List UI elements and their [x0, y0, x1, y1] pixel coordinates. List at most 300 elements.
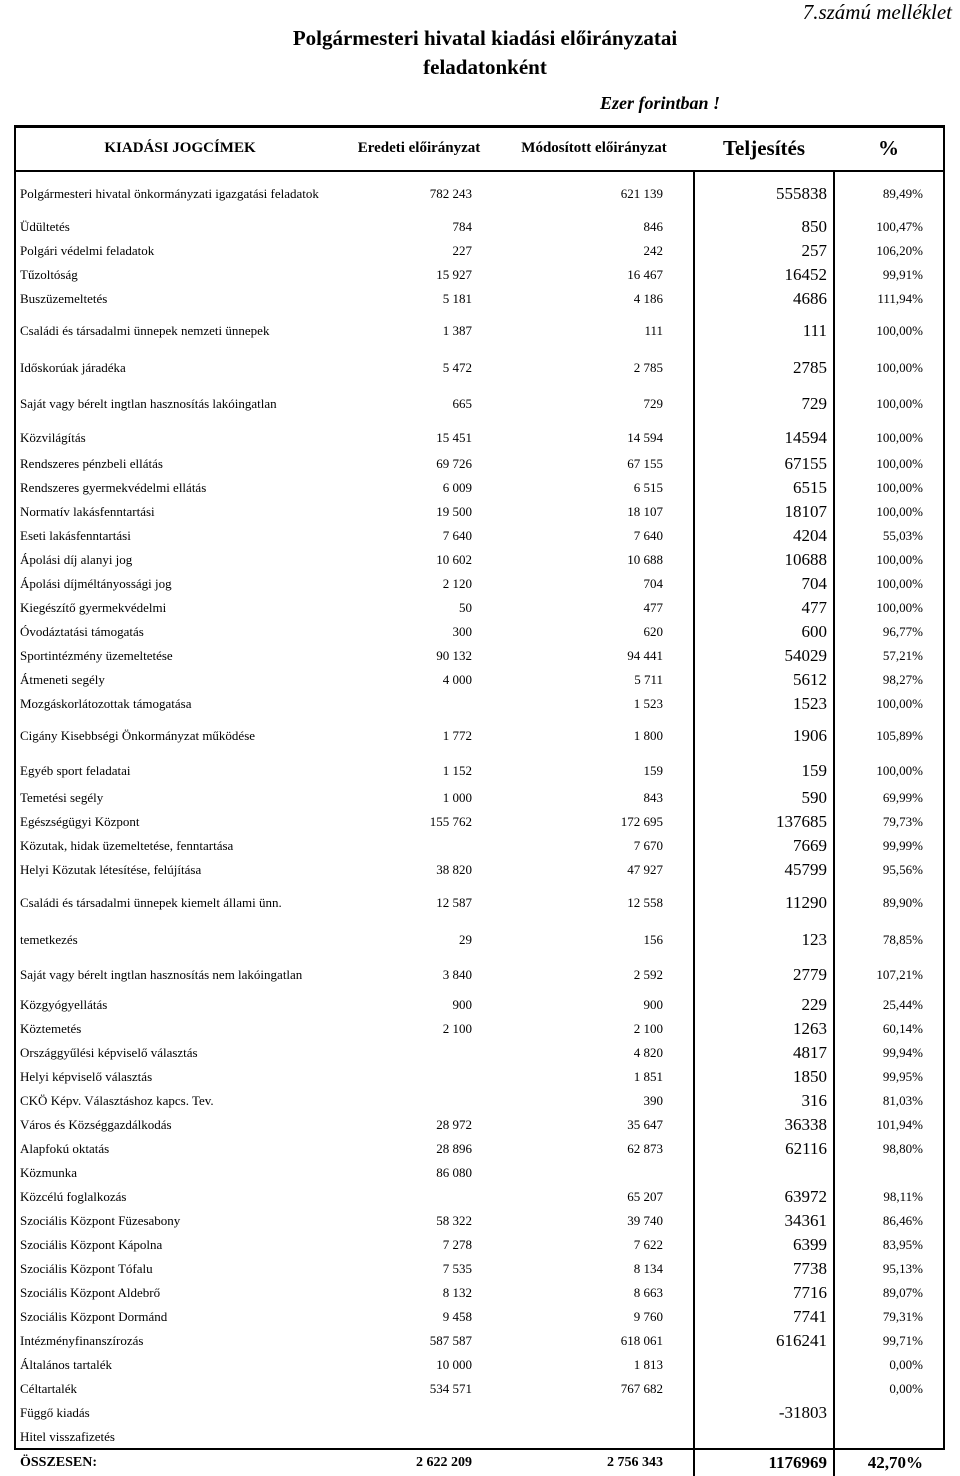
cell-name: Átmeneti segély: [20, 672, 105, 687]
table-row: [16, 1065, 943, 1089]
cell-orig: [344, 1065, 494, 1089]
cell-orig: 9 458: [442, 1309, 472, 1324]
cell-pct: 86,46%: [882, 1213, 923, 1228]
cell-teljes: 316: [694, 1089, 834, 1113]
cell-teljes: 36338: [694, 1113, 834, 1137]
cell-mod: 621 139: [620, 185, 663, 201]
cell-teljes: [694, 1377, 834, 1401]
table-row: [16, 171, 943, 215]
cell-mod: 7 622: [633, 1237, 663, 1252]
cell-pct: 106,20%: [876, 243, 923, 258]
cell-name: CKÖ Képv. Választáshoz kapcs. Tev.: [20, 1093, 214, 1108]
cell-teljes: 63972: [694, 1185, 834, 1209]
cell-name: Szociális Központ Füzesabony: [20, 1213, 181, 1228]
cell-mod: 35 647: [627, 1117, 663, 1132]
cell-pct: 89,90%: [882, 894, 923, 910]
cell-mod: 7 670: [633, 838, 663, 853]
cell-pct: 99,94%: [882, 1045, 923, 1060]
cell-orig: 5 472: [442, 359, 472, 375]
cell-orig: 58 322: [436, 1213, 472, 1228]
cell-orig: 3 840: [442, 966, 472, 982]
cell-mod: 729: [643, 396, 663, 411]
cell-mod: 1 851: [633, 1069, 663, 1084]
cell-orig: [344, 1041, 494, 1065]
cell-mod: 47 927: [627, 862, 663, 877]
annex-label: 7.számú melléklet: [802, 0, 952, 24]
cell-teljes: 34361: [694, 1209, 834, 1233]
cell-teljes: 1906: [694, 716, 834, 756]
cell-name: Saját vagy bérelt ingtlan hasznosítás nem lakóingatlan: [20, 967, 303, 982]
cell-name: Közmunka: [20, 1165, 78, 1180]
table-row: [16, 716, 943, 756]
cell-orig: 10 000: [436, 1357, 472, 1372]
cell-name: Közvilágítás: [20, 430, 86, 445]
cell-teljes: 10688: [694, 548, 834, 572]
cell-mod: [494, 1425, 694, 1449]
cell-teljes: [694, 1425, 834, 1449]
table-row: [16, 1041, 943, 1065]
cell-teljes: [694, 1161, 834, 1185]
cell-orig: 2 120: [442, 576, 472, 591]
cell-orig: [344, 1185, 494, 1209]
cell-teljes: 54029: [694, 644, 834, 668]
cell-mod: 6 515: [633, 480, 663, 495]
table-row: [16, 239, 943, 263]
cell-mod: 2 592: [633, 966, 663, 982]
cell-teljes: 1263: [694, 1017, 834, 1041]
cell-teljes: 704: [694, 572, 834, 596]
total-label: ÖSSZESEN:: [16, 1449, 344, 1476]
cell-orig: 7 278: [442, 1237, 472, 1252]
cell-pct: 101,94%: [876, 1117, 923, 1132]
cell-name: Helyi képviselő választás: [20, 1069, 153, 1084]
cell-name: Országgyűlési képviselő választás: [20, 1045, 198, 1060]
cell-teljes: 2785: [694, 351, 834, 384]
cell-teljes: 477: [694, 596, 834, 620]
cell-teljes: 6399: [694, 1233, 834, 1257]
cell-name: Ápolási díj alanyi jog: [20, 552, 133, 567]
cell-pct: 100,00%: [876, 576, 923, 591]
table-row: [16, 263, 943, 287]
table-row: [16, 500, 943, 524]
cell-name: Mozgáskorlátozottak támogatása: [20, 696, 192, 711]
cell-mod: 1 523: [633, 696, 663, 711]
cell-orig: 2 100: [442, 1021, 472, 1036]
cell-pct: 55,03%: [882, 528, 923, 543]
cell-mod: 704: [643, 576, 663, 591]
cell-teljes: 590: [694, 786, 834, 810]
cell-orig: 86 080: [436, 1165, 472, 1180]
cell-pct: 100,00%: [876, 763, 923, 778]
table-row: [16, 572, 943, 596]
cell-pct: 25,44%: [882, 997, 923, 1012]
cell-pct: 99,99%: [882, 838, 923, 853]
cell-pct: 100,00%: [876, 323, 923, 338]
cell-mod: 4 186: [633, 291, 663, 306]
cell-name: Rendszeres pénzbeli ellátás: [20, 456, 163, 471]
cell-mod: 846: [643, 219, 663, 234]
cell-pct: [834, 1401, 943, 1425]
table-row: [16, 756, 943, 786]
table-row: [16, 424, 943, 452]
total-pct: 42,70%: [834, 1449, 943, 1476]
cell-pct: 95,56%: [882, 862, 923, 877]
cell-name: Szociális Központ Kápolna: [20, 1237, 163, 1252]
cell-name: Közcélú foglalkozás: [20, 1189, 127, 1204]
cell-pct: 89,49%: [882, 185, 923, 201]
cell-teljes: 600: [694, 620, 834, 644]
cell-mod: 12 558: [627, 894, 663, 910]
cell-name: Cigány Kisebbségi Önkormányzat működése: [20, 728, 256, 743]
cell-teljes: 4817: [694, 1041, 834, 1065]
cell-name: Polgári védelmi feladatok: [20, 243, 155, 258]
cell-teljes: 1850: [694, 1065, 834, 1089]
cell-orig: [344, 1089, 494, 1113]
table-row: [16, 834, 943, 858]
cell-mod: 18 107: [627, 504, 663, 519]
cell-name: Szociális Központ Aldebrő: [20, 1285, 161, 1300]
table-row: [16, 786, 943, 810]
table-row: [16, 644, 943, 668]
table-row: [16, 882, 943, 923]
cell-orig: [344, 1401, 494, 1425]
cell-pct: 79,73%: [882, 814, 923, 829]
column-header-orig: Eredeti előirányzat: [344, 127, 494, 171]
cell-orig: 12 587: [436, 894, 472, 910]
cell-mod: 39 740: [627, 1213, 663, 1228]
cell-orig: 28 896: [436, 1141, 472, 1156]
title-line-1: Polgármesteri hivatal kiadási előirányzatai: [292, 26, 678, 50]
cell-mod: 159: [643, 763, 663, 778]
total-row: [16, 1449, 943, 1476]
cell-pct: 57,21%: [882, 648, 923, 663]
cell-orig: 38 820: [436, 862, 472, 877]
cell-teljes: 7741: [694, 1305, 834, 1329]
cell-name: Szociális Központ Dormánd: [20, 1309, 168, 1324]
cell-pct: 0,00%: [889, 1381, 923, 1396]
cell-teljes: 257: [694, 239, 834, 263]
cell-orig: 534 571: [429, 1381, 472, 1396]
cell-pct: 107,21%: [876, 966, 923, 982]
table-row: [16, 1329, 943, 1353]
cell-name: Tűzoltóság: [20, 267, 78, 282]
cell-pct: 111,94%: [877, 291, 923, 306]
cell-orig: [344, 692, 494, 716]
table-row: [16, 668, 943, 692]
cell-mod: 8 134: [633, 1261, 663, 1276]
cell-pct: 96,77%: [882, 624, 923, 639]
cell-mod: 8 663: [633, 1285, 663, 1300]
cell-name: Sportintézmény üzemeltetése: [20, 648, 173, 663]
cell-orig: 227: [452, 243, 472, 258]
total-teljes: 1176969: [694, 1449, 834, 1476]
cell-orig: 50: [459, 600, 472, 615]
table-row: [16, 548, 943, 572]
cell-orig: 1 772: [442, 728, 472, 743]
table-row: [16, 384, 943, 424]
cell-teljes: 62116: [694, 1137, 834, 1161]
cell-name: Hitel visszafizetés: [20, 1428, 115, 1444]
cell-teljes: 4686: [694, 287, 834, 311]
cell-orig: 28 972: [436, 1117, 472, 1132]
cell-pct: [834, 1425, 943, 1449]
table-row: [16, 311, 943, 351]
cell-name: Családi és társadalmi ünnepek kiemelt állami ünn.: [20, 894, 282, 910]
cell-name: Eseti lakásfenntartási: [20, 528, 131, 543]
cell-pct: 95,13%: [882, 1261, 923, 1276]
table-row: [16, 596, 943, 620]
cell-pct: [834, 1161, 943, 1185]
column-header-pct: %: [834, 127, 943, 171]
cell-orig: [344, 1425, 494, 1449]
cell-teljes: 555838: [694, 171, 834, 215]
cell-mod: 390: [643, 1093, 663, 1108]
cell-orig: 1 152: [442, 763, 472, 778]
cell-pct: 100,00%: [876, 456, 923, 471]
table-row: [16, 620, 943, 644]
cell-orig: 15 451: [436, 430, 472, 445]
cell-name: Helyi Közutak létesítése, felújítása: [20, 862, 202, 877]
cell-mod: 9 760: [633, 1309, 663, 1324]
cell-orig: 900: [452, 997, 472, 1012]
table-row: [16, 923, 943, 956]
cell-mod: 1 800: [633, 728, 663, 743]
table-row: [16, 1209, 943, 1233]
cell-name: Céltartalék: [20, 1381, 78, 1396]
cell-teljes: 159: [694, 756, 834, 786]
cell-mod: 5 711: [634, 672, 663, 687]
cell-mod: 111: [644, 323, 663, 338]
cell-mod: 1 813: [633, 1357, 663, 1372]
cell-teljes: 45799: [694, 858, 834, 882]
cell-mod: 156: [643, 931, 663, 947]
cell-pct: 99,95%: [882, 1069, 923, 1084]
cell-mod: 618 061: [620, 1333, 663, 1348]
cell-name: Közgyógyellátás: [20, 997, 108, 1012]
cell-teljes: 2779: [694, 956, 834, 993]
cell-teljes: 4204: [694, 524, 834, 548]
cell-pct: 100,00%: [876, 430, 923, 445]
cell-name: Egyéb sport feladatai: [20, 763, 131, 778]
table-row: [16, 476, 943, 500]
cell-name: Függő kiadás: [20, 1405, 90, 1420]
cell-name: Szociális Központ Tófalu: [20, 1261, 153, 1276]
expenditure-table: [16, 127, 943, 1476]
cell-pct: 79,31%: [882, 1309, 923, 1324]
cell-teljes: 7669: [694, 834, 834, 858]
cell-name: Temetési segély: [20, 790, 104, 805]
cell-name: Saját vagy bérelt ingtlan hasznosítás lakóingatlan: [20, 396, 277, 411]
cell-pct: 105,89%: [876, 728, 923, 743]
table-row: [16, 1305, 943, 1329]
cell-mod: 620: [643, 624, 663, 639]
cell-pct: 81,03%: [882, 1093, 923, 1108]
cell-name: Buszüzemeltetés: [20, 291, 108, 306]
cell-mod: [494, 1161, 694, 1185]
cell-pct: 100,47%: [876, 219, 923, 234]
cell-teljes: 111: [694, 311, 834, 351]
cell-orig: 5 181: [442, 291, 472, 306]
cell-teljes: 123: [694, 923, 834, 956]
cell-pct: 89,07%: [882, 1285, 923, 1300]
table-row: [16, 215, 943, 239]
cell-name: Város és Községgazdálkodás: [20, 1117, 172, 1132]
cell-mod: 2 785: [633, 359, 663, 375]
cell-orig: 19 500: [436, 504, 472, 519]
cell-pct: 99,91%: [882, 267, 923, 282]
cell-orig: 587 587: [429, 1333, 472, 1348]
cell-name: Általános tartalék: [20, 1357, 113, 1372]
table-row: [16, 810, 943, 834]
cell-mod: 62 873: [627, 1141, 663, 1156]
table-row: [16, 1281, 943, 1305]
cell-mod: 242: [643, 243, 663, 258]
cell-name: Kiegészítő gyermekvédelmi: [20, 600, 167, 615]
cell-teljes: 7738: [694, 1257, 834, 1281]
table-row: [16, 1425, 943, 1449]
cell-teljes: -31803: [694, 1401, 834, 1425]
cell-orig: 4 000: [442, 672, 472, 687]
cell-teljes: 11290: [694, 882, 834, 923]
cell-teljes: 850: [694, 215, 834, 239]
cell-teljes: 729: [694, 384, 834, 424]
cell-pct: 100,00%: [876, 552, 923, 567]
cell-pct: 78,85%: [882, 931, 923, 947]
cell-teljes: [694, 1353, 834, 1377]
table-row: [16, 1113, 943, 1137]
cell-pct: 100,00%: [876, 696, 923, 711]
cell-mod: 2 100: [633, 1021, 663, 1036]
cell-name: Alapfokú oktatás: [20, 1141, 110, 1156]
cell-orig: 6 009: [442, 480, 472, 495]
cell-mod: 16 467: [627, 267, 663, 282]
cell-teljes: 5612: [694, 668, 834, 692]
cell-teljes: 6515: [694, 476, 834, 500]
cell-pct: 69,99%: [882, 790, 923, 805]
cell-name: Intézményfinanszírozás: [20, 1333, 144, 1348]
cell-name: Köztemetés: [20, 1021, 82, 1036]
cell-pct: 100,00%: [876, 600, 923, 615]
cell-pct: 0,00%: [889, 1357, 923, 1372]
cell-orig: 90 132: [436, 648, 472, 663]
cell-mod: 94 441: [627, 648, 663, 663]
cell-name: Polgármesteri hivatal önkormányzati igazgatási feladatok: [20, 186, 319, 201]
cell-mod: 7 640: [633, 528, 663, 543]
cell-mod: 65 207: [627, 1189, 663, 1204]
cell-orig: 782 243: [429, 185, 472, 201]
table-row: [16, 1185, 943, 1209]
cell-name: Közutak, hidak üzemeltetése, fenntartása: [20, 838, 234, 853]
cell-pct: 98,11%: [883, 1189, 923, 1204]
table-row: [16, 351, 943, 384]
cell-orig: 29: [459, 931, 472, 947]
table-body: [16, 171, 943, 1449]
cell-orig: 69 726: [436, 456, 472, 471]
cell-orig: 1 387: [442, 323, 472, 338]
table-row: [16, 287, 943, 311]
cell-orig: 15 927: [436, 267, 472, 282]
cell-pct: 100,00%: [876, 396, 923, 411]
column-header-mod: Módosított előirányzat: [494, 127, 694, 171]
cell-teljes: 7716: [694, 1281, 834, 1305]
table-row: [16, 1089, 943, 1113]
column-header-name: KIADÁSI JOGCÍMEK: [16, 127, 344, 171]
cell-mod: 900: [643, 997, 663, 1012]
cell-teljes: 14594: [694, 424, 834, 452]
unit-label: Ezer forintban !: [599, 93, 720, 113]
total-mod: 2 756 343: [494, 1449, 694, 1476]
table-row: [16, 1233, 943, 1257]
cell-mod: 4 820: [633, 1045, 663, 1060]
table-row: [16, 1137, 943, 1161]
cell-mod: 477: [643, 600, 663, 615]
table-row: [16, 956, 943, 993]
cell-teljes: 67155: [694, 452, 834, 476]
cell-orig: 784: [452, 219, 472, 234]
cell-name: temetkezés: [20, 931, 78, 947]
cell-name: Óvodáztatási támogatás: [20, 624, 144, 639]
cell-teljes: 1523: [694, 692, 834, 716]
cell-pct: 100,00%: [876, 504, 923, 519]
table-row: [16, 1257, 943, 1281]
header-row: [16, 127, 943, 171]
cell-orig: 7 535: [442, 1261, 472, 1276]
table-row: [16, 1377, 943, 1401]
table-row: [16, 1017, 943, 1041]
cell-pct: 83,95%: [882, 1237, 923, 1252]
cell-mod: 67 155: [627, 456, 663, 471]
cell-pct: 100,00%: [876, 359, 923, 375]
table-row: [16, 452, 943, 476]
cell-orig: 1 000: [442, 790, 472, 805]
cell-pct: 100,00%: [876, 480, 923, 495]
cell-mod: 843: [643, 790, 663, 805]
table-row: [16, 524, 943, 548]
cell-mod: 10 688: [627, 552, 663, 567]
cell-name: Üdültetés: [20, 219, 70, 234]
cell-pct: 98,80%: [882, 1141, 923, 1156]
cell-orig: 10 602: [436, 552, 472, 567]
cell-teljes: 18107: [694, 500, 834, 524]
cell-name: Ápolási díjméltányossági jog: [20, 576, 172, 591]
cell-orig: 300: [452, 624, 472, 639]
cell-name: Egészségügyi Központ: [20, 814, 140, 829]
cell-teljes: 616241: [694, 1329, 834, 1353]
cell-orig: 155 762: [429, 814, 472, 829]
cell-teljes: 229: [694, 993, 834, 1017]
table-row: [16, 1353, 943, 1377]
cell-name: Családi és társadalmi ünnepek nemzeti ünnepek: [20, 323, 270, 338]
cell-orig: [344, 834, 494, 858]
cell-mod: 14 594: [627, 430, 663, 445]
cell-pct: 99,71%: [882, 1333, 923, 1348]
cell-orig: 7 640: [442, 528, 472, 543]
table-row: [16, 993, 943, 1017]
cell-name: Normatív lakásfenntartási: [20, 504, 155, 519]
cell-name: Rendszeres gyermekvédelmi ellátás: [20, 480, 207, 495]
page-title: [250, 24, 720, 82]
cell-mod: 172 695: [620, 814, 663, 829]
cell-teljes: 16452: [694, 263, 834, 287]
table-row: [16, 692, 943, 716]
cell-teljes: 137685: [694, 810, 834, 834]
column-header-teljes: Teljesítés: [694, 127, 834, 171]
cell-mod: [494, 1401, 694, 1425]
cell-pct: 98,27%: [882, 672, 923, 687]
cell-orig: 8 132: [442, 1285, 472, 1300]
cell-name: Időskorúak járadéka: [20, 359, 126, 375]
table-row: [16, 1161, 943, 1185]
